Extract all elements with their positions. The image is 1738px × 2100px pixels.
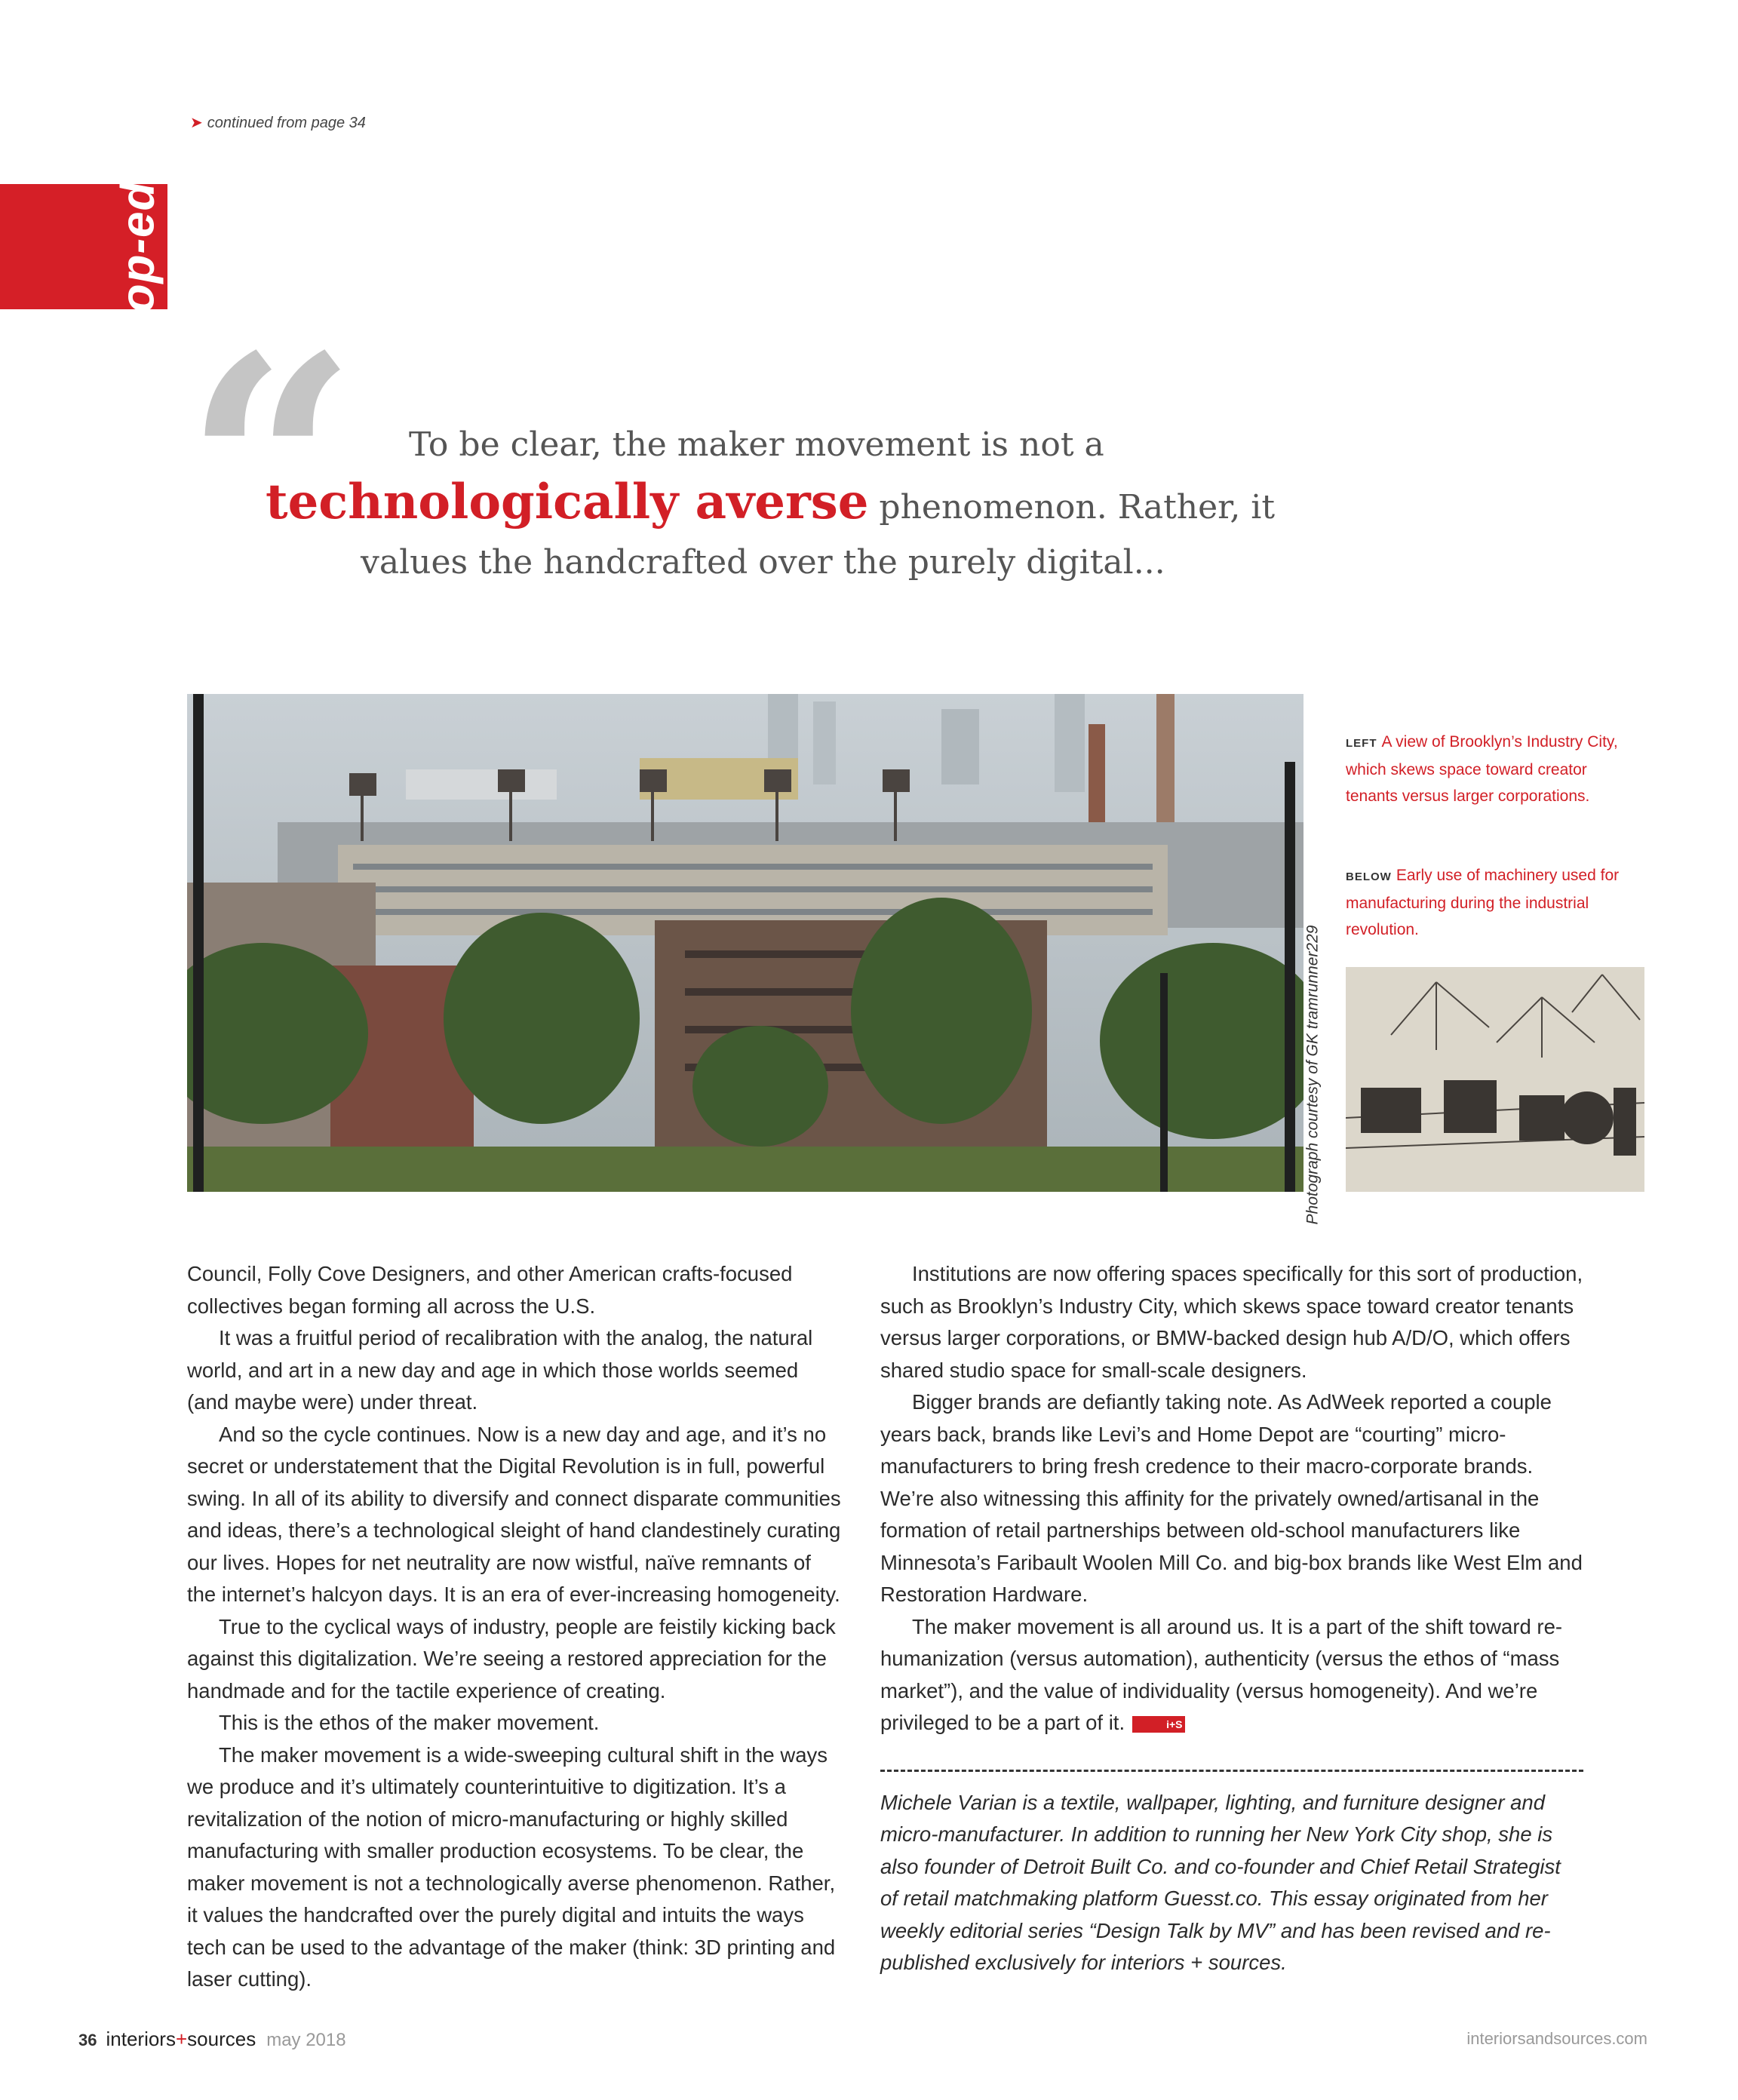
caption-left-label: LEFT (1346, 737, 1377, 750)
paragraph: True to the cyclical ways of industry, people are feistily kicking back against this digitalization. We’re seeing a restored appreciation for the handmade and for the tactile experience of creating. (187, 1614, 836, 1702)
magazine-name: interiors+sources (106, 2028, 256, 2050)
paragraph: The maker movement is a wide-sweeping cultural shift in the ways we produce and it’s ultimately counterintuitive to digitization. It’s a revitalization of the notion of micro-manufacturing or highly skilled manufacturing with smaller production ecosystems. To be clear, the maker movement is not a technologically averse phenomenon. Rather, it values the handcrafted over the purely digital and intuits the ways tech can be used to the advantage of the maker (think: 3D printing and laser cutting). (187, 1742, 836, 1991)
pull-quote-highlight: technologically averse (266, 474, 869, 530)
paragraph: Bigger brands are defiantly taking note. As AdWeek reported a couple years back, brands like Levi’s and Home Depot are “courting” micro-manufacturers to bring fresh credence to their macro-corporate brands. We’re also witnessing this affinity for the privately owned/artisanal in the formation of retail partnerships between old-school manufacturers like Minnesota’s Faribault Woolen Mill Co. and big-box brands like West Elm and Restoration Hardware. (880, 1390, 1583, 1606)
article-column-2 (880, 1258, 1583, 1979)
footer-left (78, 2028, 346, 2051)
quote-mark-icon: “ (184, 290, 358, 645)
continued-note (190, 113, 366, 132)
caption-left (1346, 729, 1632, 809)
brooklyn-industry-city-photo (187, 694, 1304, 1192)
continued-text: continued from page 34 (207, 115, 366, 131)
pull-quote-line-1: To be clear, the maker movement is not a (409, 425, 1104, 464)
pull-quote-line-2-rest: phenomenon. Rather, it (868, 488, 1276, 527)
pull-quote-line-3: values the handcrafted over the purely digital... (361, 543, 1165, 582)
paragraph (880, 1611, 1583, 1739)
pull-quote-line-2 (266, 474, 1275, 530)
paragraph: Institutions are now offering spaces specifically for this sort of production, such as Brooklyn’s Industry City, which skews space toward creator tenants versus larger corporations, or BMW-backed design hub A/D/O, which offers shared studio space for small-scale designers. (880, 1262, 1583, 1382)
footer-url: interiorsandsources.com (1466, 2029, 1647, 2048)
arrow-icon: ➤ (190, 115, 203, 131)
end-mark-icon: i+S (1132, 1716, 1184, 1733)
section-tab-label: op-ed (112, 181, 164, 312)
paragraph-text: The maker movement is all around us. It is a part of the shift toward re-humanization (versus automation), authenticity (versus the ethos of “mass market”), and the value of individuality (versus homogeneity). And we’re privileged to be a part of it. (880, 1614, 1563, 1734)
divider (880, 1770, 1583, 1772)
author-bio: Michele Varian is a textile, wallpaper, lighting, and furniture designer and micro-manufacturer. In addition to running her New York City shop, she is also founder of Detroit Built Co. and co-founder and Chief Retail Strategist of retail matchmaking platform Guesst.co. This essay originated from her weekly editorial series “Design Talk by MV” and has been revised and re-published exclusively for interiors + sources. (880, 1790, 1561, 1974)
photo-credit: Photograph courtesy of GK tramrunner229 (1304, 925, 1322, 1225)
caption-below-text: Early use of machinery used for manufacturing during the industrial revolution. (1346, 867, 1620, 938)
industrial-engraving-image (1346, 967, 1644, 1192)
caption-left-text: A view of Brooklyn’s Industry City, which skews space toward creator tenants versus larger corporations. (1346, 733, 1618, 805)
issue-date: may 2018 (266, 2030, 346, 2050)
paragraph: It was a fruitful period of recalibration with the analog, the natural world, and art in a new day and age in which those worlds seemed (and maybe were) under threat. (187, 1326, 813, 1414)
paragraph: Council, Folly Cove Designers, and other American crafts-focused collectives began forming all across the U.S. (187, 1262, 793, 1318)
caption-below (1346, 862, 1632, 943)
paragraph: And so the cycle continues. Now is a new day and age, and it’s no secret or understatement that the Digital Revolution is in full, powerful swing. In all of its ability to diversify and connect disparate communities and ideas, there’s a technological sleight of hand clandestinely curating our lives. Hopes for net neutrality are now wistful, naïve remnants of the internet’s halcyon days. It is an era of ever-increasing homogeneity. (187, 1422, 841, 1606)
caption-below-label: BELOW (1346, 870, 1392, 883)
paragraph: This is the ethos of the maker movement. (219, 1711, 600, 1734)
article-column-1 (187, 1258, 843, 1996)
page-number: 36 (78, 2031, 97, 2049)
